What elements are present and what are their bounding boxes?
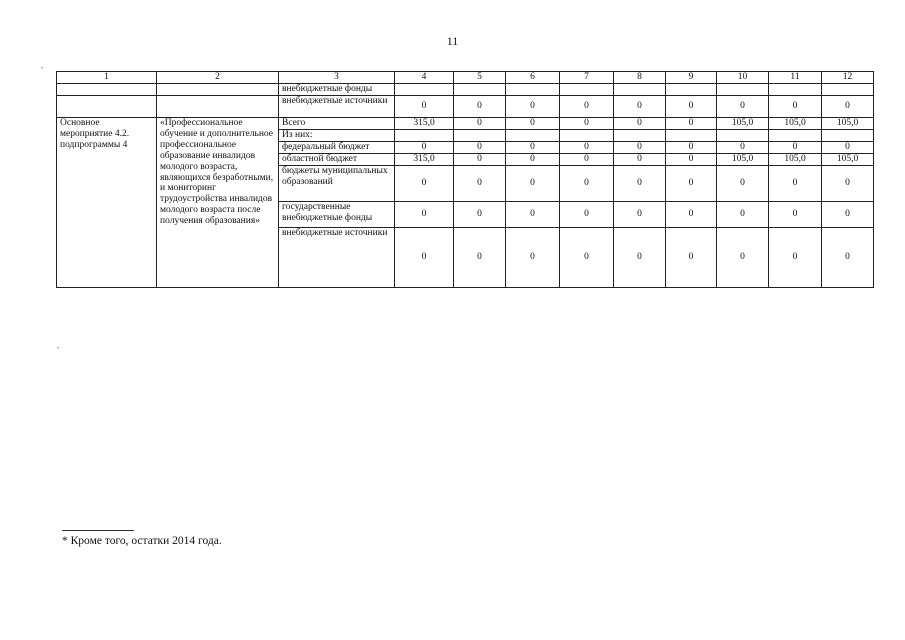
value-cell: 0 — [454, 141, 506, 153]
footnote: * Кроме того, остатки 2014 года. — [62, 535, 222, 547]
value-cell: 0 — [666, 201, 717, 227]
value-cell — [395, 129, 454, 141]
value-cell: 0 — [614, 95, 666, 117]
table-body — [57, 72, 874, 288]
value-cell: 0 — [506, 95, 560, 117]
value-cell: 0 — [614, 227, 666, 287]
value-cell — [506, 84, 560, 96]
source-label: внебюджетные источники — [279, 95, 395, 117]
value-cell: 105,0 — [822, 117, 874, 129]
empty-cell — [157, 84, 279, 96]
footnote-rule — [62, 530, 134, 531]
activity-name: Основное мероприятие 4.2. подпрограммы 4 — [57, 117, 157, 287]
source-label: внебюджетные источники — [279, 227, 395, 287]
column-header: 5 — [454, 72, 506, 84]
value-cell — [614, 129, 666, 141]
column-header: 1 — [57, 72, 157, 84]
value-cell: 0 — [717, 95, 769, 117]
value-cell: 0 — [560, 95, 614, 117]
value-cell: 0 — [395, 201, 454, 227]
value-cell — [454, 84, 506, 96]
value-cell: 315,0 — [395, 153, 454, 165]
value-cell — [395, 84, 454, 96]
source-label: областной бюджет — [279, 153, 395, 165]
value-cell: 0 — [454, 227, 506, 287]
value-cell: 0 — [506, 141, 560, 153]
table-row — [57, 84, 874, 96]
value-cell: 0 — [454, 95, 506, 117]
value-cell: 0 — [717, 165, 769, 201]
column-header: 8 — [614, 72, 666, 84]
value-cell: 0 — [395, 227, 454, 287]
value-cell: 105,0 — [717, 117, 769, 129]
value-cell: 0 — [506, 201, 560, 227]
activity-description: «Профессиональное обучение и дополнительное профессиональное образование инвалидов молодого возраста, являющихся безработными, и мониторинг трудоустройства инвалидов молодого возраста после получения образования» — [157, 117, 279, 287]
value-cell: 105,0 — [822, 153, 874, 165]
value-cell — [506, 129, 560, 141]
value-cell: 0 — [454, 201, 506, 227]
value-cell: 0 — [506, 153, 560, 165]
table-row — [57, 117, 874, 129]
value-cell: 105,0 — [769, 117, 822, 129]
value-cell: 0 — [506, 165, 560, 201]
page-number: 11 — [446, 34, 459, 48]
value-cell: 0 — [614, 165, 666, 201]
value-cell — [560, 129, 614, 141]
value-cell: 0 — [822, 165, 874, 201]
value-cell — [614, 84, 666, 96]
value-cell: 0 — [454, 165, 506, 201]
column-header: 4 — [395, 72, 454, 84]
column-header: 3 — [279, 72, 395, 84]
value-cell: 315,0 — [395, 117, 454, 129]
value-cell — [822, 84, 874, 96]
value-cell: 0 — [395, 165, 454, 201]
value-cell: 0 — [769, 95, 822, 117]
value-cell: 0 — [560, 165, 614, 201]
value-cell — [666, 129, 717, 141]
column-header: 12 — [822, 72, 874, 84]
value-cell — [717, 129, 769, 141]
column-header: 9 — [666, 72, 717, 84]
value-cell: 0 — [614, 117, 666, 129]
value-cell: 0 — [614, 153, 666, 165]
value-cell: 0 — [666, 117, 717, 129]
column-header: 2 — [157, 72, 279, 84]
value-cell — [769, 84, 822, 96]
value-cell: 0 — [769, 165, 822, 201]
value-cell: 0 — [614, 201, 666, 227]
value-cell: 0 — [717, 201, 769, 227]
value-cell: 0 — [822, 141, 874, 153]
value-cell — [666, 84, 717, 96]
value-cell — [822, 129, 874, 141]
value-cell: 0 — [822, 227, 874, 287]
value-cell: 0 — [717, 141, 769, 153]
value-cell: 105,0 — [717, 153, 769, 165]
value-cell: 0 — [717, 227, 769, 287]
table-row — [57, 95, 874, 117]
source-label: Всего — [279, 117, 395, 129]
value-cell: 0 — [666, 227, 717, 287]
source-label: бюджеты муниципальных образований — [279, 165, 395, 201]
value-cell: 0 — [560, 153, 614, 165]
source-label: Из них: — [279, 129, 395, 141]
source-label: государственные внебюджетные фонды — [279, 201, 395, 227]
column-header: 11 — [769, 72, 822, 84]
value-cell — [717, 84, 769, 96]
value-cell: 0 — [560, 117, 614, 129]
source-label: внебюджетные фонды — [279, 84, 395, 96]
scan-speck: • — [57, 346, 60, 352]
value-cell: 0 — [614, 141, 666, 153]
value-cell: 0 — [506, 117, 560, 129]
source-label: федеральный бюджет — [279, 141, 395, 153]
value-cell: 0 — [822, 201, 874, 227]
value-cell: 0 — [666, 165, 717, 201]
value-cell: 0 — [666, 141, 717, 153]
empty-cell — [57, 95, 157, 117]
scan-speck: • — [41, 66, 44, 72]
value-cell: 0 — [822, 95, 874, 117]
value-cell: 0 — [395, 141, 454, 153]
value-cell: 0 — [666, 95, 717, 117]
value-cell: 0 — [395, 95, 454, 117]
column-header: 10 — [717, 72, 769, 84]
value-cell: 0 — [666, 153, 717, 165]
value-cell: 0 — [454, 153, 506, 165]
value-cell — [560, 84, 614, 96]
value-cell: 0 — [560, 227, 614, 287]
value-cell — [769, 129, 822, 141]
value-cell: 0 — [769, 201, 822, 227]
value-cell: 105,0 — [769, 153, 822, 165]
value-cell: 0 — [560, 201, 614, 227]
column-header: 6 — [506, 72, 560, 84]
empty-cell — [57, 84, 157, 96]
value-cell: 0 — [506, 227, 560, 287]
budget-table — [56, 71, 874, 288]
header-row — [57, 72, 874, 84]
value-cell: 0 — [769, 141, 822, 153]
value-cell: 0 — [454, 117, 506, 129]
value-cell: 0 — [560, 141, 614, 153]
value-cell — [454, 129, 506, 141]
column-header: 7 — [560, 72, 614, 84]
empty-cell — [157, 95, 279, 117]
value-cell: 0 — [769, 227, 822, 287]
